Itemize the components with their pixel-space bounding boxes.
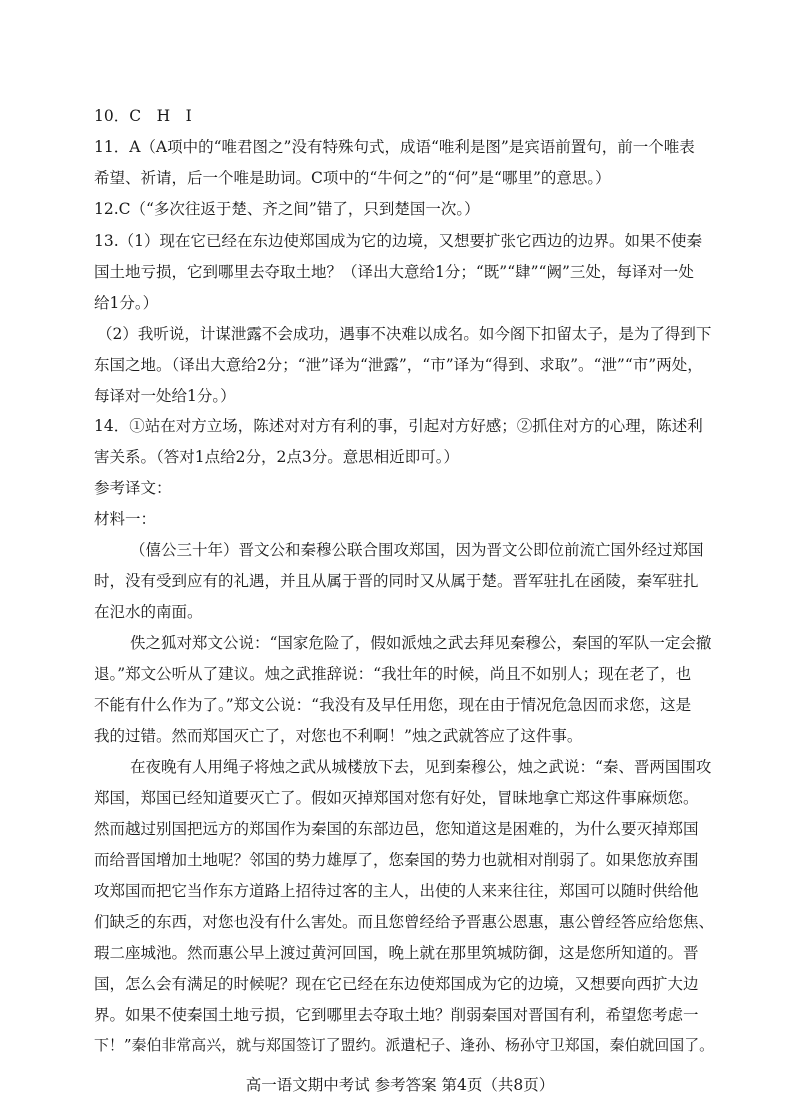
translation-para-3-line-3: 然而越过别国把远方的郑国作为秦国的东部边邑，您知道这是困难的，为什么要灭掉郑国: [94, 820, 699, 838]
answer-13-line-5: 东国之地。（译出大意给2分；“泄”译为“泄露”，“市”译为“得到、求取”。“泄”“市”两处，: [94, 356, 703, 374]
answer-13-line-4: （2）我听说，计谋泄露不会成功，遇事不决难以成名。如今阁下扣留太子，是为了得到下: [97, 325, 712, 343]
translation-para-3-line-6: 们缺乏的东西，对您也没有什么害处。而且您曾经给予晋惠公恩惠，惠公曾经答应给您焦、: [94, 913, 715, 931]
answer-14-line-2: 害关系。（答对1点给2分，2点3分。意思相近即可。）: [94, 448, 459, 466]
translation-para-2-line-1: 佚之狐对郑文公说：“国家危险了，假如派烛之武去拜见秦穆公，秦国的军队一定会撤: [130, 634, 712, 652]
answer-12: 12.C（“多次往返于楚、齐之间”错了，只到楚国一次。）: [94, 200, 480, 218]
answer-10: 10．C H I: [94, 107, 192, 125]
answer-13-line-1: 13.（1）现在它已经在东边使郑国成为它的边境，又想要扩张它西边的边界。如果不使秦: [94, 232, 703, 250]
translation-para-2-line-4: 我的过错。然而郑国灭亡了，对您也不利啊！”烛之武就答应了这件事。: [94, 727, 583, 745]
translation-para-3-line-7: 瑕二座城池。然而惠公早上渡过黄河回国，晚上就在那里筑城防御，这是您所知道的。晋: [94, 944, 699, 962]
translation-para-3-line-9: 界。如果不使秦国土地亏损，它到哪里去夺取土地？削弱秦国对晋国有利，希望您考虑一: [94, 1006, 699, 1024]
material-one-heading: 材料一：: [94, 510, 157, 528]
translation-heading: 参考译文：: [94, 479, 172, 497]
page-footer: 高一语文期中考试 参考答案 第4页（共8页）: [245, 1076, 555, 1094]
answer-13-line-6: 每译对一处给1分。）: [94, 387, 236, 405]
translation-para-3-line-8: 国，怎么会有满足的时候呢？现在它已经在东边使郑国成为它的边境，又想要向西扩大边: [94, 975, 699, 993]
translation-para-3-line-1: 在夜晚有人用绳子将烛之武从城楼放下去，见到秦穆公，烛之武说：“秦、晋两国围攻: [130, 758, 712, 776]
answer-11-line-1: 11．A（A项中的“唯君图之”没有特殊句式，成语“唯利是图”是宾语前置句，前一个唯表: [94, 138, 695, 156]
translation-para-3-line-2: 郑国，郑国已经知道要灭亡了。假如灭掉郑国对您有好处，冒昧地拿亡郑这件事麻烦您。: [94, 789, 699, 807]
translation-para-3-line-4: 而给晋国增加土地呢？邻国的势力雄厚了，您秦国的势力也就相对削弱了。如果您放弃围: [94, 851, 699, 869]
answer-13-line-2: 国土地亏损，它到哪里去夺取土地？（译出大意给1分；“既”“肆”“阙”三处，每译对一处: [94, 263, 694, 281]
translation-para-3-line-5: 攻郑国而把它当作东方道路上招待过客的主人，出使的人来来往往，郑国可以随时供给他: [94, 882, 699, 900]
translation-para-2-line-2: 退。”郑文公听从了建议。烛之武推辞说：“我壮年的时候，尚且不如别人；现在老了，也: [94, 665, 692, 683]
answer-11-line-2: 希望、祈请，后一个唯是助词。C项中的“牛何之”的“何”是“哪里”的意思。）: [94, 169, 611, 187]
translation-para-3-line-10: 下！”秦伯非常高兴，就与郑国签订了盟约。派遣杞子、逢孙、杨孙守卫郑国，秦伯就回国了。: [94, 1036, 715, 1054]
translation-para-1-line-3: 在氾水的南面。: [94, 603, 203, 621]
translation-para-2-line-3: 不能有什么作为了。”郑文公说：“我没有及早任用您，现在由于情况危急因而求您，这是: [94, 696, 692, 714]
translation-para-1-line-1: （僖公三十年）晋文公和秦穆公联合围攻郑国，因为晋文公即位前流亡国外经过郑国: [130, 541, 704, 559]
answer-13-line-3: 给1分。）: [94, 294, 159, 312]
answer-14-line-1: 14．①站在对方立场，陈述对对方有利的事，引起对方好感；②抓住对方的心理，陈述利: [94, 417, 703, 435]
translation-para-1-line-2: 时，没有受到应有的礼遇，并且从属于晋的同时又从属于楚。晋军驻扎在函陵，秦军驻扎: [94, 572, 699, 590]
